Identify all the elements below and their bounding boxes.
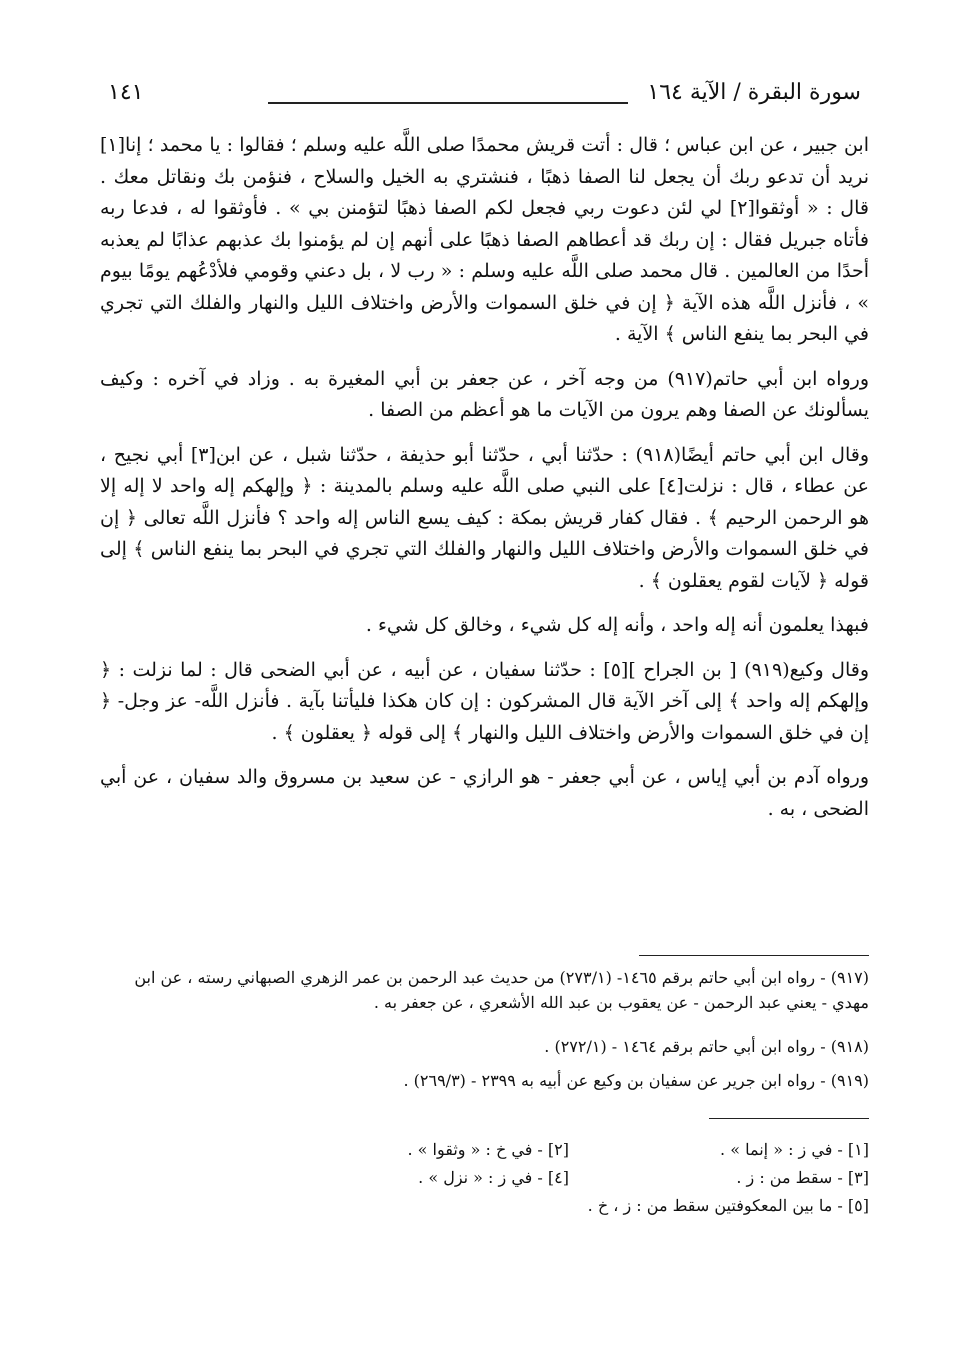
paragraph-1: ابن جبير ، عن ابن عباس ؛ قال : أتت قريش محمدًا صلى اللَّه عليه وسلم ؛ فقالوا : يا محمد ؛ إنا[١] نريد أن تدعو ربك أن يجعل لنا الصفا ذهبًا ، فنشتري به الخيل والسلاح ، فنؤمن بك ونقاتل معك . قال : « أوثقوا[٢] لي لئن دعوت ربي فجعل لكم الصفا ذهبًا لتؤمنن بي » . فأوثقوا له ، فدعا ربه فأتاه جبريل فقال : إن ربك قد أعطاهم الصفا ذهبًا على أنهم إن لم يؤمنوا بك عذبهم عذابًا لم يعذبه أحدًا من العالمين . قال محمد صلى اللَّه عليه وسلم : « رب لا ، بل دعني وقومي فلأدْعُهم يومًا بيوم » ، فأنزل اللَّه هذه الآية ﴿ إن في خلق السموات والأرض واختلاف الليل والنهار والفلك التي تجري في البحر بما ينفع الناس ﴾ الآية . bbox=[100, 134, 869, 345]
page-number: ١٤١ bbox=[108, 80, 144, 105]
footnote-separator bbox=[639, 955, 869, 956]
footnote-919: (٩١٩) - رواه ابن جرير عن سفيان بن وكيع عن أبيه به ٢٣٩٩ - (٢٦٩/٣) . bbox=[403, 1071, 869, 1090]
variant-note-5: [٥] - ما بين المعكوفتين سقط من : ز ، خ . bbox=[587, 1196, 869, 1215]
variants-separator bbox=[709, 1118, 869, 1119]
variant-note-2: [٢] - في خ : « وثقوا » . bbox=[407, 1140, 569, 1159]
page-header bbox=[108, 72, 861, 112]
paragraph-4: فبهذا يعلمون أنه إله واحد ، وأنه إله كل شيء ، وخالق كل شيء . bbox=[365, 614, 869, 636]
paragraph-2: ورواه ابن أبي حاتم(٩١٧) من وجه آخر ، عن جعفر بن أبي المغيرة به . وزاد في آخره : وكيف يسألونك عن الصفا وهم يرون من الآيات ما هو أعظم من الصفا . bbox=[100, 367, 869, 421]
footnote-917: (٩١٧) - رواه ابن أبي حاتم برقم ١٤٦٥- (٢٧٣/١) من حديث عبد الرحمن بن عمر الزهري الصبهاني رسته ، عن ابن مهدي - يعني عبد الرحمن - عن يعقوب بن عبد الله الأشعري ، عن جعفر به . bbox=[134, 968, 869, 1012]
footnote-918: (٩١٨) - رواه ابن أبي حاتم برقم ١٤٦٤ - (٢٧٢/١) . bbox=[544, 1037, 869, 1056]
paragraph-5: وقال وكيع(٩١٩) [ بن الجراح ][٥] : حدّثنا سفيان ، عن أبيه ، عن أبي الضحى قال : لما نزلت : ﴿ وإلهكم إله واحد ﴾ إلى آخر الآية قال المشركون : إن كان هكذا فليأتنا بآية . فأنزل اللَّه- عز وجل- ﴿ إن في خلق السموات والأرض واختلاف الليل والنهار ﴾ إلى قوله ﴿ يعقلون ﴾ . bbox=[100, 658, 870, 744]
paragraph-6: ورواه آدم بن أبي إياس ، عن أبي جعفر - هو الرازي - عن سعيد بن مسروق والد سفيان ، عن أبي الضحى ، به . bbox=[100, 766, 869, 820]
paragraph-3: وقال ابن أبي حاتم أيضًا(٩١٨) : حدّثنا أبي ، حدّثنا أبو حذيفة ، حدّثنا شبل ، عن ابن[٣] أبي نجيح ، عن عطاء ، قال : نزلت[٤] على النبي صلى اللَّه عليه وسلم بالمدينة : ﴿ وإلهكم إله واحد لا إله إلا هو الرحمن الرحيم ﴾ . فقال كفار قريش بمكة : كيف يسع الناس إله واحد ؟ فأنزل اللَّه تعالى ﴿ إن في خلق السموات والأرض واختلاف الليل والنهار والفلك التي تجري في البحر بما ينفع الناس ﴾ إلى قوله ﴿ لآيات لقوم يعقلون ﴾ . bbox=[100, 443, 870, 592]
variant-note-1: [١] - في ز : « إنما » . bbox=[720, 1140, 869, 1159]
variant-note-4: [٤] - في ز : « نزل » . bbox=[418, 1168, 569, 1187]
page-title: سورة البقرة / الآية ١٦٤ bbox=[647, 80, 861, 105]
variant-note-3: [٣] - سقط من : ز . bbox=[736, 1168, 869, 1187]
variant-notes bbox=[150, 1136, 869, 1220]
main-text bbox=[100, 130, 869, 838]
header-rule bbox=[268, 102, 628, 104]
